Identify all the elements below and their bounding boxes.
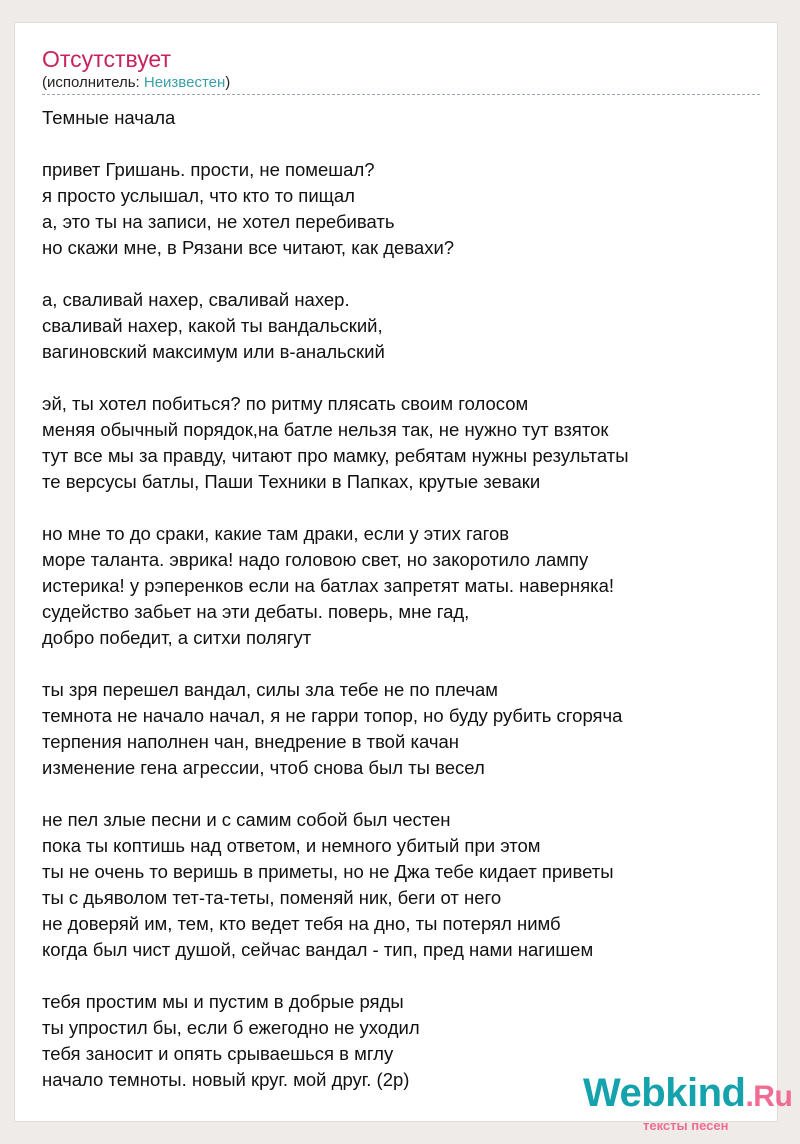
lyric-line: терпения наполнен чан, внедрение в твой качан	[42, 731, 459, 752]
lyric-line: изменение гена агрессии, чтоб снова был ты весел	[42, 757, 485, 778]
content-panel	[14, 22, 778, 1122]
stanza	[42, 287, 629, 365]
lyric-line: но мне то до сраки, какие там драки, если у этих гагов	[42, 523, 510, 544]
lyric-line: не пел злые песни и с самим собой был честен	[42, 809, 451, 830]
lyric-line: море таланта. эврика! надо головою свет, но закоротило лампу	[42, 549, 589, 570]
stanza	[42, 521, 629, 651]
lyric-line: начало темноты. новый круг. мой друг. (2р)	[42, 1069, 410, 1090]
webkind-logo[interactable]	[583, 1072, 792, 1133]
lyric-line: а, сваливай нахер, сваливай нахер.	[42, 289, 350, 310]
stanza	[42, 807, 629, 963]
song-title: Отсутствует	[42, 46, 171, 72]
logo-tld: .Ru	[745, 1080, 793, 1113]
lyric-line: а, это ты на записи, не хотел перебивать	[42, 211, 395, 232]
lyric-line: те версусы батлы, Паши Техники в Папках, крутые зеваки	[42, 471, 541, 492]
lyric-line: вагиновский максимум или в-анальский	[42, 341, 385, 362]
lyric-line: судейство забьет на эти дебаты. поверь, мне гад,	[42, 601, 470, 622]
lyric-line: не доверяй им, тем, кто ведет тебя на дно, ты потерял нимб	[42, 913, 561, 934]
lyric-line: ты упростил бы, если б ежегодно не уходил	[42, 1017, 420, 1038]
lyric-line: привет Гришань. прости, не помешал?	[42, 159, 375, 180]
artist-link[interactable]: Неизвестен	[143, 74, 226, 91]
stanza	[42, 157, 629, 261]
lyrics	[42, 105, 629, 1119]
lyric-line: тут все мы за правду, читают про мамку, ребятам нужны результаты	[42, 445, 629, 466]
logo-name: Webkind	[583, 1071, 746, 1115]
lyric-line: ты с дьяволом тет-та-теты, поменяй ник, беги от него	[42, 887, 502, 908]
lyric-line: ты не очень то веришь в приметы, но не Джа тебе кидает приветы	[42, 861, 614, 882]
lyric-line: пока ты коптишь над ответом, и немного убитый при этом	[42, 835, 541, 856]
logo-tagline: тексты песен	[643, 1118, 729, 1133]
lyric-line: истерика! у рэперенков если на батлах запретят маты. наверняка!	[42, 575, 615, 596]
stanza	[42, 391, 629, 495]
lyric-line: я просто услышал, что кто то пищал	[42, 185, 355, 206]
lyric-line: меняя обычный порядок,на батле нельзя так, не нужно тут взяток	[42, 419, 609, 440]
artist-line	[42, 73, 230, 93]
lyric-line: ты зря перешел вандал, силы зла тебе не по плечам	[42, 679, 498, 700]
lyric-line: сваливай нахер, какой ты вандальский,	[42, 315, 383, 336]
song-name: Темные начала	[42, 107, 176, 128]
lyric-line: темнота не начало начал, я не гарри топор, но буду рубить сгоряча	[42, 705, 623, 726]
stanza	[42, 677, 629, 781]
lyric-line: тебя простим мы и пустим в добрые ряды	[42, 991, 404, 1012]
divider	[42, 94, 760, 95]
lyric-line: эй, ты хотел побиться? по ритму плясать своим голосом	[42, 393, 529, 414]
lyric-line: добро победит, а ситхи полягут	[42, 627, 312, 648]
lyric-line: но скажи мне, в Рязани все читают, как девахи?	[42, 237, 455, 258]
artist-prefix: (исполнитель:	[42, 74, 144, 91]
lyric-line: когда был чист душой, сейчас вандал - тип, пред нами нагишем	[42, 939, 594, 960]
stanza	[42, 989, 629, 1093]
lyric-line: тебя заносит и опять срываешься в мглу	[42, 1043, 394, 1064]
artist-suffix: )	[225, 74, 231, 91]
